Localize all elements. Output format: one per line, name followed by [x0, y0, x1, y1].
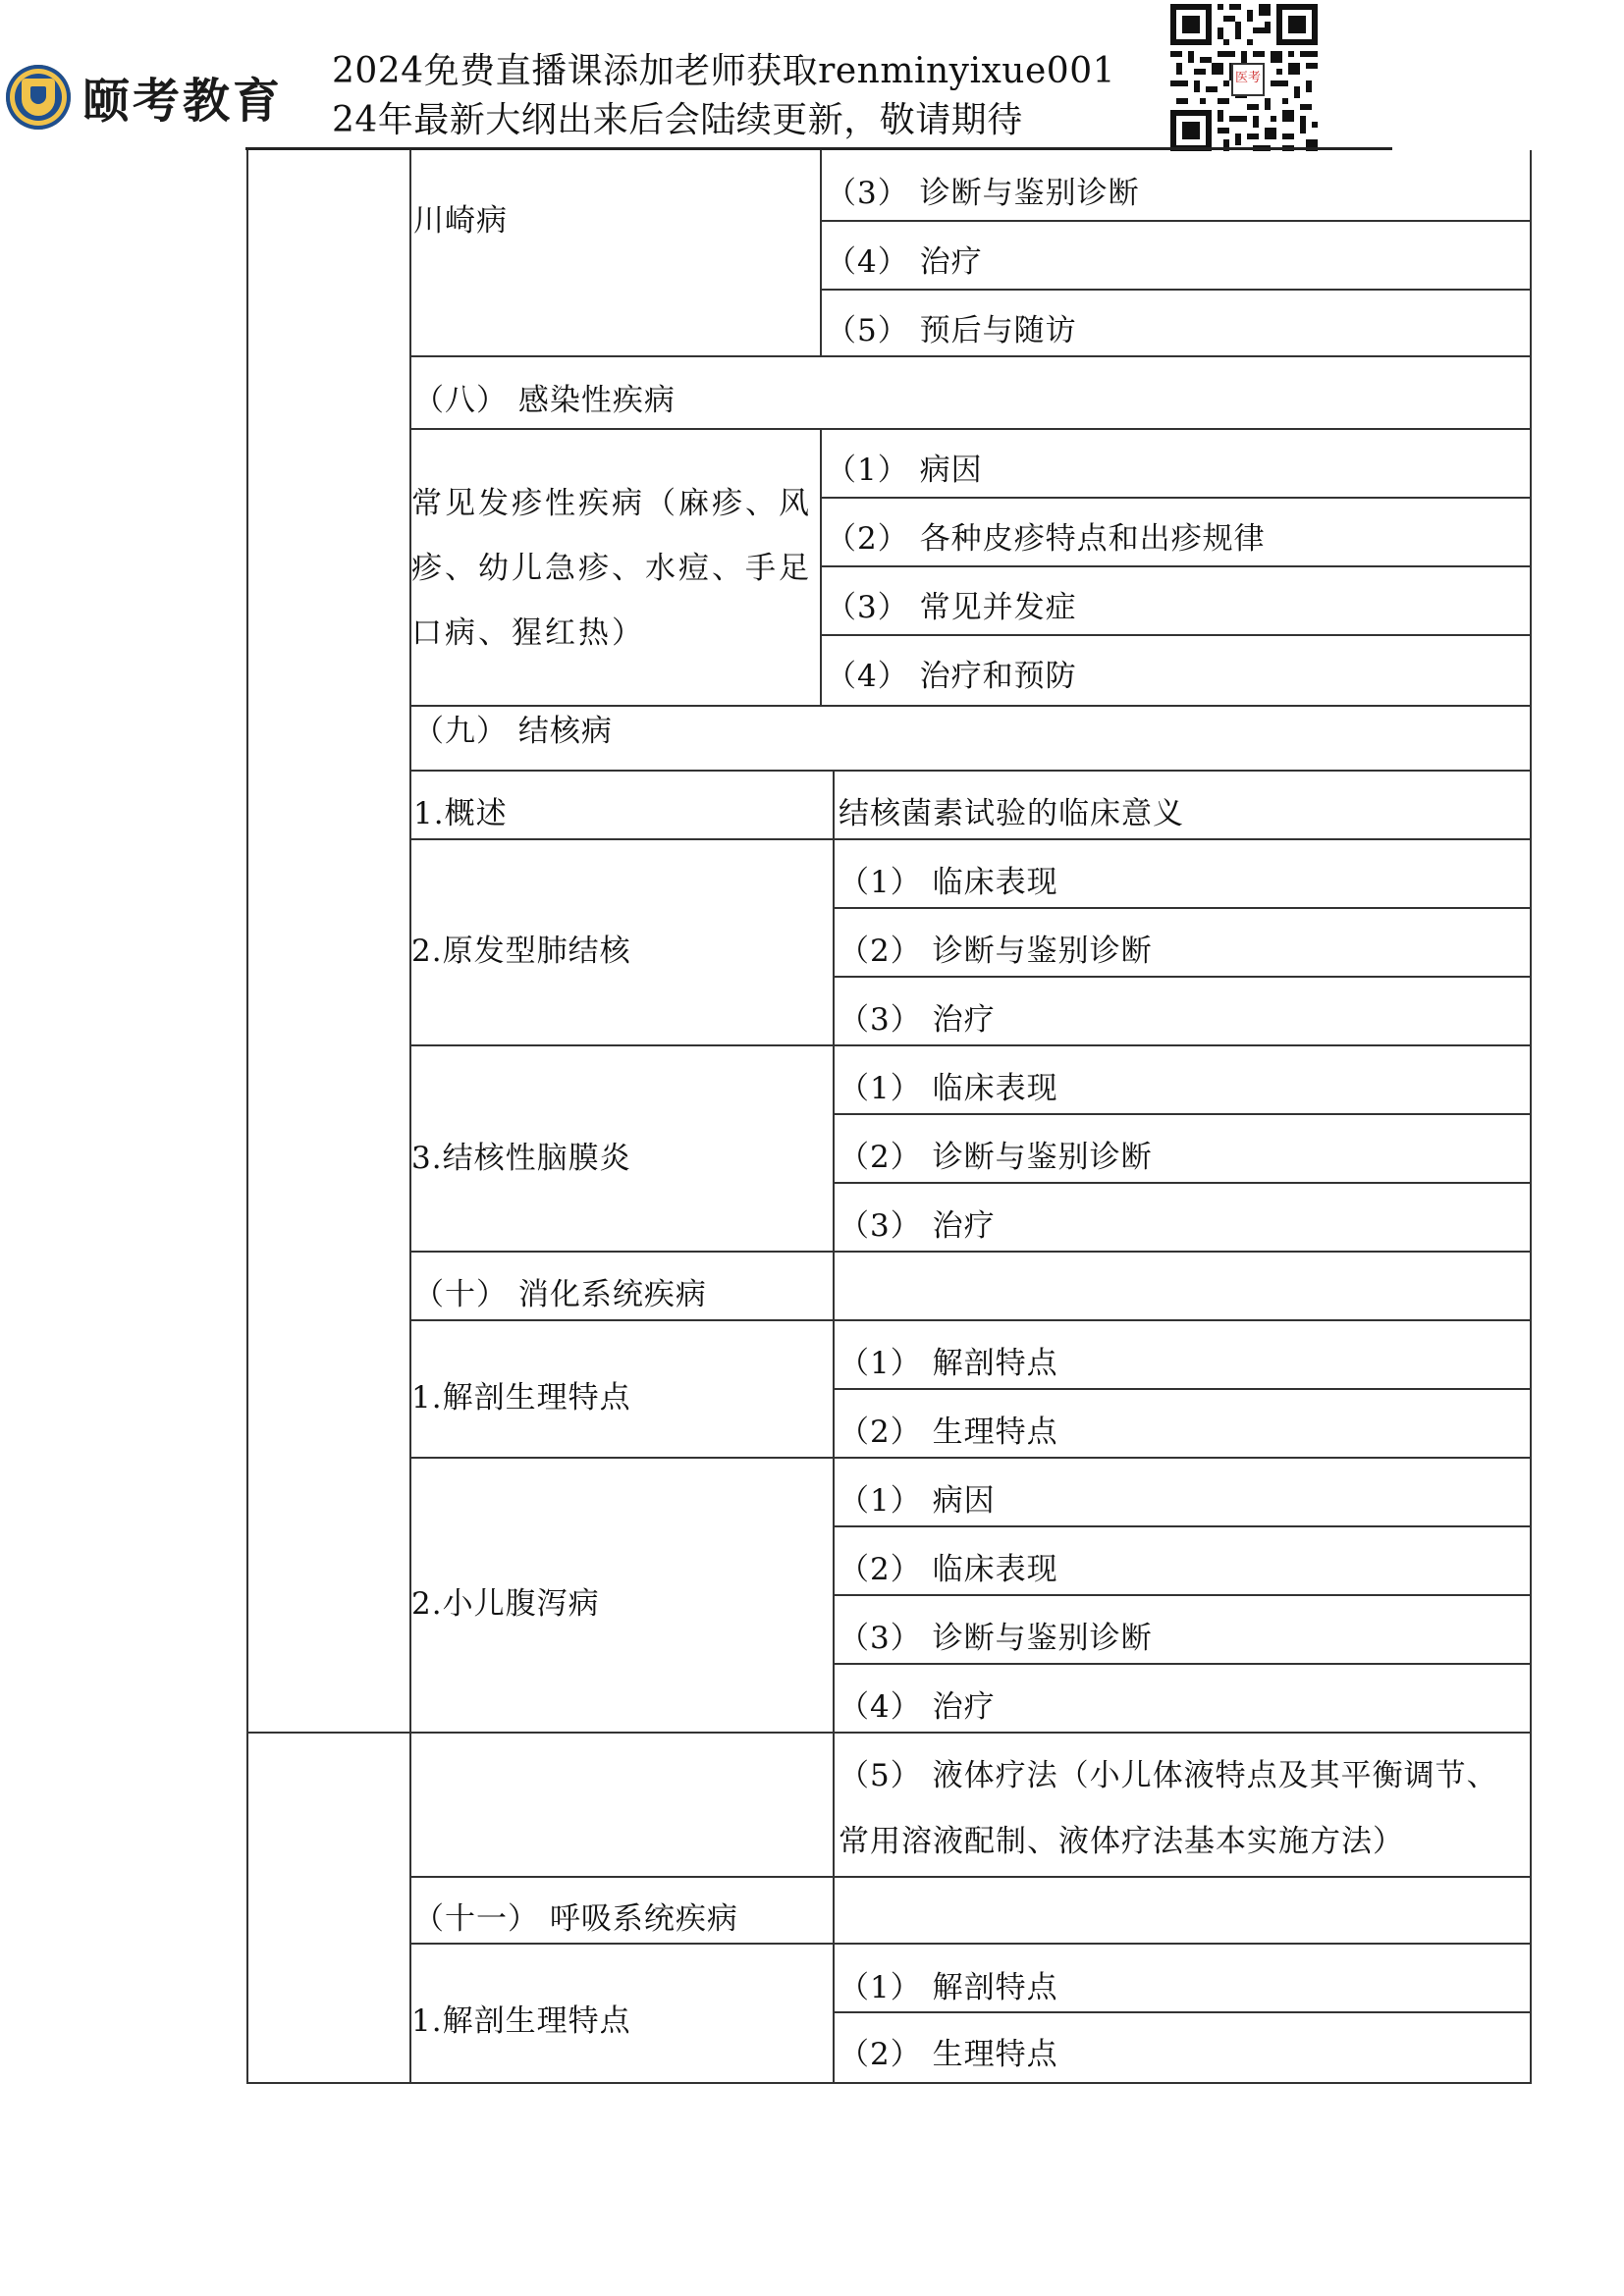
table-col-divider-2 — [820, 150, 822, 355]
row-divider — [409, 428, 1532, 430]
row-divider — [409, 1943, 1532, 1945]
list-item: （2） 生理特点 — [839, 2037, 1058, 2072]
brand-emblem-icon — [6, 65, 71, 130]
list-item: （4） 治疗和预防 — [826, 659, 1077, 694]
row-divider — [833, 976, 1532, 978]
row-divider — [246, 1732, 1532, 1734]
topic-overview: 1.概述 — [413, 796, 508, 831]
row-divider — [833, 1663, 1532, 1665]
topic-pediatric-diarrhea: 2.小儿腹泻病 — [411, 1586, 600, 1622]
list-item: （3） 常见并发症 — [826, 590, 1077, 625]
row-divider — [833, 907, 1532, 909]
list-item: （4） 治疗 — [826, 244, 983, 280]
row-divider — [409, 770, 1532, 772]
list-item: （5） 预后与随访 — [826, 313, 1077, 348]
row-divider — [409, 1044, 1532, 1046]
list-item: （1） 病因 — [826, 453, 983, 488]
qr-badge: 医考 — [1231, 63, 1265, 96]
row-divider — [409, 838, 1532, 840]
section-heading-9: （九） 结核病 — [413, 714, 613, 749]
row-divider — [833, 1113, 1532, 1115]
row-divider — [820, 497, 1532, 499]
table-border-left — [246, 150, 248, 2084]
list-item: （1） 解剖特点 — [839, 1970, 1058, 2005]
list-item: （3） 治疗 — [839, 1208, 996, 1244]
table-border-right — [1530, 150, 1532, 2084]
list-item: （2） 诊断与鉴别诊断 — [839, 1140, 1153, 1175]
list-item: （1） 病因 — [839, 1483, 996, 1519]
table-border-bottom — [246, 2082, 1532, 2084]
list-item: （2） 生理特点 — [839, 1415, 1058, 1450]
section-heading-8: （八） 感染性疾病 — [413, 383, 676, 418]
topic-primary-tb: 2.原发型肺结核 — [411, 934, 631, 969]
list-item: 结核菌素试验的临床意义 — [839, 796, 1184, 831]
list-item: （2） 各种皮疹特点和出疹规律 — [826, 521, 1266, 557]
row-divider — [833, 1182, 1532, 1184]
row-divider — [833, 1525, 1532, 1527]
topic-kawasaki: 川崎病 — [413, 203, 508, 239]
table-col-divider-2 — [833, 770, 835, 2084]
row-divider — [820, 634, 1532, 636]
list-item: （2） 诊断与鉴别诊断 — [839, 934, 1153, 969]
section-heading-10: （十） 消化系统疾病 — [413, 1277, 707, 1312]
header-notice-line2: 24年最新大纲出来后会陆续更新，敬请期待 — [332, 100, 1023, 140]
list-item-fluid-therapy-cont: 常用溶液配制、液体疗法基本实施方法） — [839, 1824, 1404, 1859]
page-header — [0, 0, 1624, 157]
list-item-fluid-therapy: （5） 液体疗法（小儿体液特点及其平衡调节、 — [839, 1758, 1498, 1793]
list-item: （1） 解剖特点 — [839, 1346, 1058, 1381]
topic-tb-meningitis: 3.结核性脑膜炎 — [411, 1141, 631, 1176]
row-divider — [833, 1388, 1532, 1390]
row-divider — [833, 2011, 1532, 2013]
row-divider — [409, 1876, 1532, 1878]
list-item: （3） 诊断与鉴别诊断 — [826, 176, 1140, 211]
topic-respiratory-anatomy: 1.解剖生理特点 — [411, 2003, 631, 2039]
row-divider — [820, 565, 1532, 567]
row-divider — [409, 1251, 1532, 1253]
row-divider — [409, 355, 1532, 357]
section-heading-11: （十一） 呼吸系统疾病 — [413, 1901, 738, 1937]
list-item: （2） 临床表现 — [839, 1552, 1058, 1587]
header-notice-line1: 2024免费直播课添加老师获取renminyixue001 — [332, 51, 1116, 91]
list-item: （3） 治疗 — [839, 1002, 996, 1038]
row-divider — [820, 289, 1532, 291]
table-col-divider-1 — [409, 150, 411, 2084]
brand-logo — [6, 63, 283, 131]
row-divider — [409, 1457, 1532, 1459]
list-item: （1） 临床表现 — [839, 865, 1058, 900]
row-divider — [820, 220, 1532, 222]
row-divider — [833, 1594, 1532, 1596]
topic-rash-diseases: 常见发疹性疾病（麻疹、风疹、幼儿急疹、水痘、手足口病、猩红热） — [411, 486, 812, 651]
row-divider — [409, 1319, 1532, 1321]
topic-digestive-anatomy: 1.解剖生理特点 — [411, 1380, 631, 1415]
brand-name: 颐考教育 — [82, 74, 284, 129]
syllabus-table — [246, 150, 1532, 2084]
list-item: （3） 诊断与鉴别诊断 — [839, 1621, 1153, 1656]
list-item: （4） 治疗 — [839, 1689, 996, 1725]
list-item: （1） 临床表现 — [839, 1071, 1058, 1106]
